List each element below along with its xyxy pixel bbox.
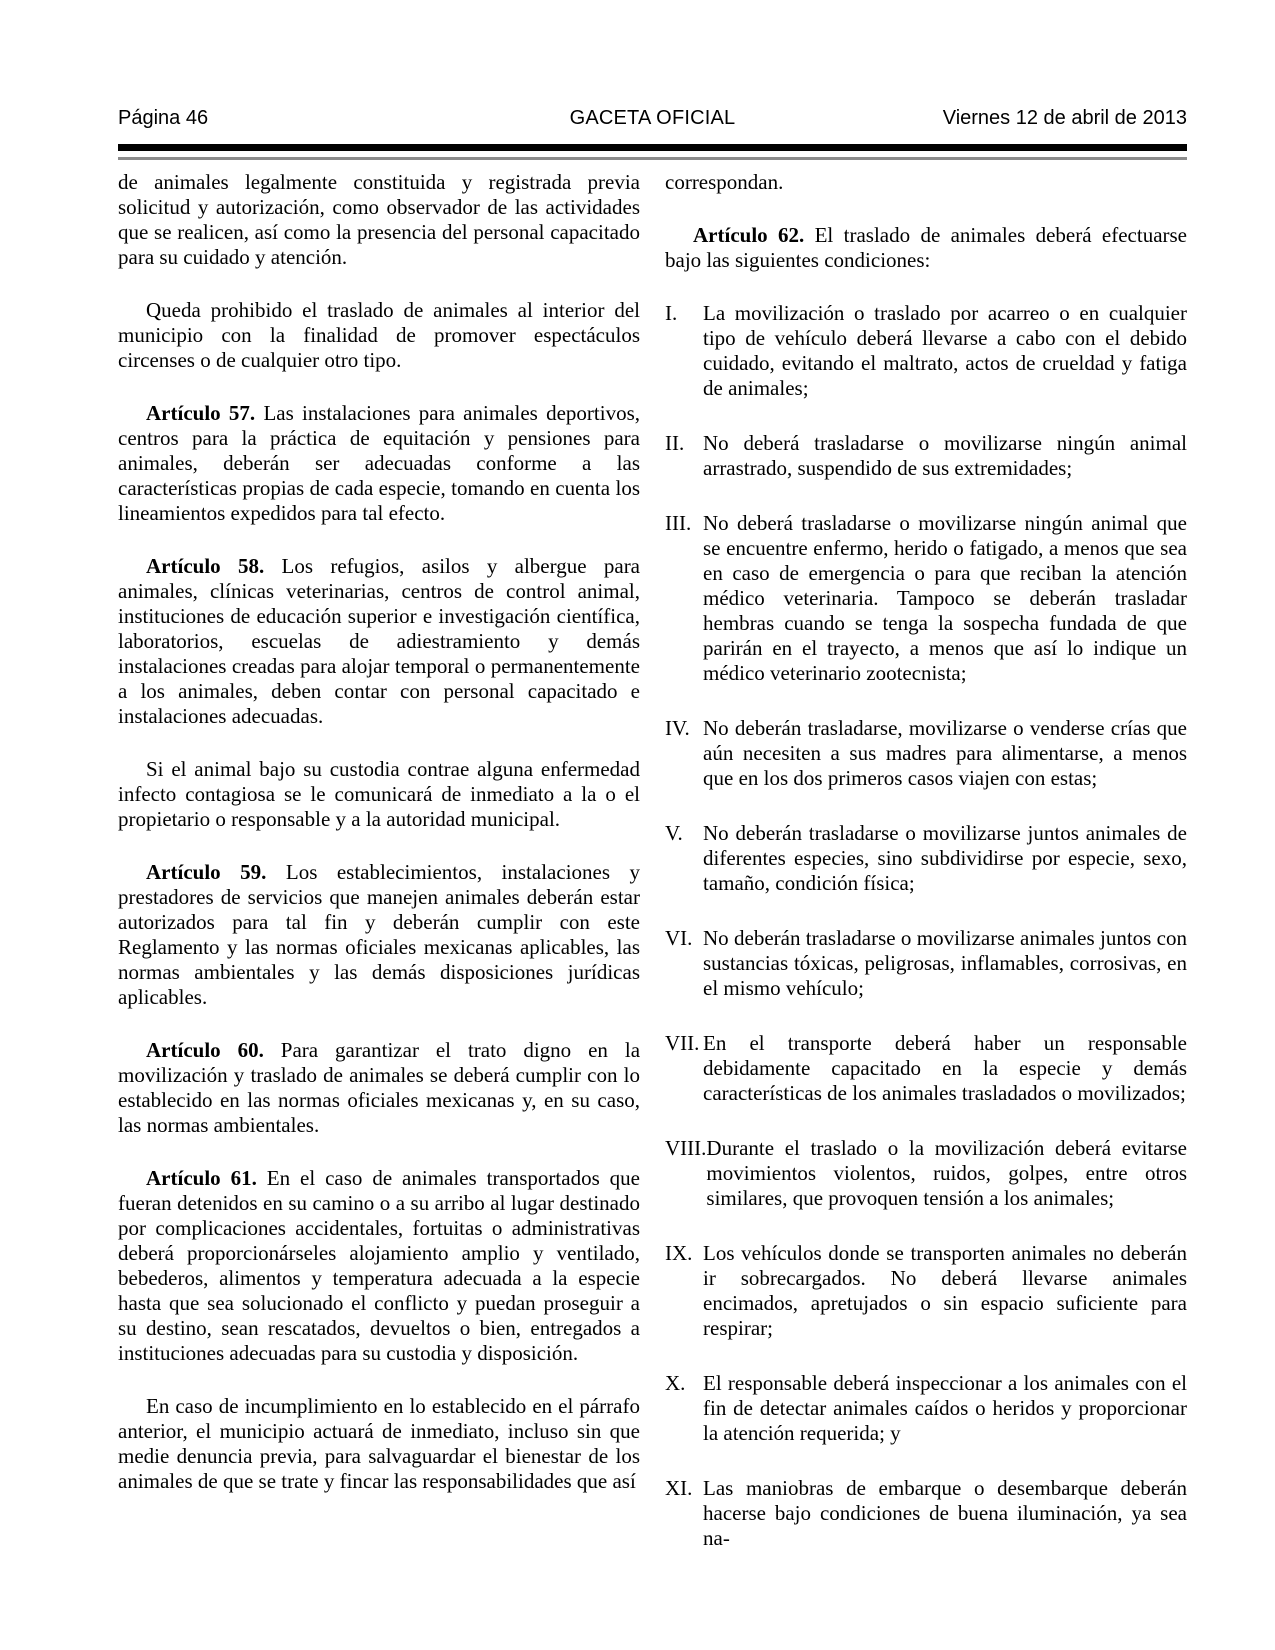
header-date: Viernes 12 de abril de 2013 xyxy=(942,107,1187,129)
list-item-number: XI. xyxy=(665,1476,693,1500)
list-item xyxy=(665,301,1187,401)
article-58-lead: Artículo 58. xyxy=(146,554,265,578)
list-item-number: VII. xyxy=(665,1031,700,1055)
list-item-text: En el transporte deberá haber un responsable debidamente capacitado en la especie y demás características de los animales trasladados o movilizados; xyxy=(703,1031,1187,1105)
list-item xyxy=(665,1136,1187,1211)
right-column xyxy=(665,170,1187,1581)
list-item-text: No deberán trasladarse o movilizarse animales juntos con sustancias tóxicas, peligrosas, inflamables, corrosivas, en el mismo vehículo; xyxy=(703,926,1187,1000)
paragraph: de animales legalmente constituida y registrada previa solicitud y autorización, como observador de las actividades que se realicen, así como la presencia del personal capacitado para su cuidado y atención. xyxy=(118,170,640,269)
list-item-number: V. xyxy=(665,821,683,845)
paragraph xyxy=(118,401,640,526)
article-57-lead: Artículo 57. xyxy=(146,401,256,425)
list-item-text: No deberá trasladarse o movilizarse ningún animal que se encuentre enfermo, herido o fatigado, a menos que sea en caso de emergencia o para que reciban la atención médico veterinaria. Tampoco se deberán trasladar hembras cuando se tenga la sospecha fundada de que parirán en el trayecto, a menos que así lo indique un médico veterinario zootecnista; xyxy=(703,511,1187,685)
paragraph xyxy=(118,554,640,729)
list-item-text: No deberán trasladarse o movilizarse juntos animales de diferentes especies, sino subdividirse por especie, sexo, tamaño, condición física; xyxy=(703,821,1187,895)
paragraph-text: Los establecimientos, instalaciones y prestadores de servicios que manejen animales deberán estar autorizados para tal fin y deberán cumplir con este Reglamento y las normas oficiales mexicanas aplicables, las normas ambientales y las demás disposiciones jurídicas aplicables. xyxy=(118,860,640,1009)
page-number: Página 46 xyxy=(118,107,209,129)
list-item xyxy=(665,431,1187,481)
paragraph xyxy=(118,1038,640,1138)
list-item xyxy=(665,926,1187,1001)
list-item xyxy=(665,1241,1187,1341)
list-item-number: III. xyxy=(665,511,692,535)
paragraph-text: El traslado de animales deberá efectuarse bajo las siguientes condiciones: xyxy=(665,223,1188,272)
list-item-number: I. xyxy=(665,301,678,325)
list-item-text: Las maniobras de embarque o desembarque deberán hacerse bajo condiciones de buena iluminación, ya sea na- xyxy=(703,1476,1187,1550)
list-item-text: Los vehículos donde se transporten animales no deberán ir sobrecargados. No deberá llevarse animales encimados, apretujados o sin espacio suficiente para respirar; xyxy=(703,1241,1187,1340)
left-column xyxy=(118,170,640,1581)
article-59-lead: Artículo 59. xyxy=(146,860,267,884)
paragraph xyxy=(118,860,640,1010)
paragraph-text: Las instalaciones para animales deportivos, centros para la práctica de equitación y pensiones para animales, deberán ser adecuadas conforme a las características propias de cada especie, tomando en cuenta los lineamientos expedidos para tal efecto. xyxy=(118,401,641,525)
list-item-number: VIII. xyxy=(665,1136,707,1160)
header-rule-thin xyxy=(118,157,1187,160)
list-item-number: VI. xyxy=(665,926,693,950)
list-item xyxy=(665,1371,1187,1446)
paragraph: En caso de incumplimiento en lo establecido en el párrafo anterior, el municipio actuará de inmediato, incluso sin que medie denuncia previa, para salvaguardar el bienestar de los animales de que se trate y fincar las responsabilidades que así xyxy=(118,1394,640,1493)
list-item-number: IV. xyxy=(665,716,690,740)
list-item xyxy=(665,511,1187,686)
list-item-text: La movilización o traslado por acarreo o en cualquier tipo de vehículo deberá llevarse a cabo con el debido cuidado, evitando el maltrato, actos de crueldad y fatiga de animales; xyxy=(703,301,1187,400)
header-rule-thick xyxy=(118,144,1187,151)
paragraph: correspondan. xyxy=(665,170,784,194)
list-item-number: II. xyxy=(665,431,685,455)
paragraph-text: Los refugios, asilos y albergue para animales, clínicas veterinarias, centros de control animal, instituciones de educación superior e investigación científica, laboratorios, escuelas de adiestramiento y demás instalaciones creadas para alojar temporal o permanentemente a los animales, deben contar con personal capacitado e instalaciones adecuadas. xyxy=(118,554,641,728)
list-item-number: IX. xyxy=(665,1241,693,1265)
list-item-text: El responsable deberá inspeccionar a los animales con el fin de detectar animales caídos o heridos y proporcionar la atención requerida; y xyxy=(703,1371,1187,1445)
paragraph: Si el animal bajo su custodia contrae alguna enfermedad infecto contagiosa se le comunicará de inmediato a la o el propietario o responsable y a la autoridad municipal. xyxy=(118,757,640,831)
list-item xyxy=(665,1476,1187,1551)
paragraph-text: En el caso de animales transportados que fueran detenidos en su camino o a su arribo al lugar destinado por complicaciones accidentales, fortuitas o administrativas deberá proporcionárseles alojamiento amplio y ventilado, bebederos, alimentos y temperatura adecuada a la especie hasta que sea solucionado el conflicto y puedan proseguir a su destino, sean rescatados, devueltos o bien, entregados a instituciones adecuadas para su custodia y disposición. xyxy=(118,1166,640,1365)
article-61-lead: Artículo 61. xyxy=(146,1166,257,1190)
list-item xyxy=(665,1031,1187,1106)
paragraph: Queda prohibido el traslado de animales al interior del municipio con la finalidad de promover espectáculos circenses o de cualquier otro tipo. xyxy=(118,298,640,372)
paragraph xyxy=(665,223,1187,273)
page-header xyxy=(118,106,1187,130)
list-item-text: No deberá trasladarse o movilizarse ningún animal arrastrado, suspendido de sus extremidades; xyxy=(703,431,1187,480)
list-item xyxy=(665,716,1187,791)
paragraph-text: Para garantizar el trato digno en la movilización y traslado de animales se deberá cumplir con lo establecido en las normas oficiales mexicanas y, en su caso, las normas ambientales. xyxy=(118,1038,641,1137)
article-62-lead: Artículo 62. xyxy=(693,223,805,247)
list-item xyxy=(665,821,1187,896)
list-item-number: X. xyxy=(665,1371,686,1395)
list-item-text: No deberán trasladarse, movilizarse o venderse crías que aún necesiten a sus madres para alimentarse, a menos que en los dos primeros casos viajen con estas; xyxy=(703,716,1187,790)
gazette-title: GACETA OFICIAL xyxy=(569,107,736,129)
two-column-body xyxy=(118,170,1187,1581)
list-item-text: Durante el traslado o la movilización deberá evitarse movimientos violentos, ruidos, golpes, entre otros similares, que provoquen tensión a los animales; xyxy=(706,1136,1187,1210)
paragraph xyxy=(118,1166,640,1366)
article-60-lead: Artículo 60. xyxy=(146,1038,264,1062)
